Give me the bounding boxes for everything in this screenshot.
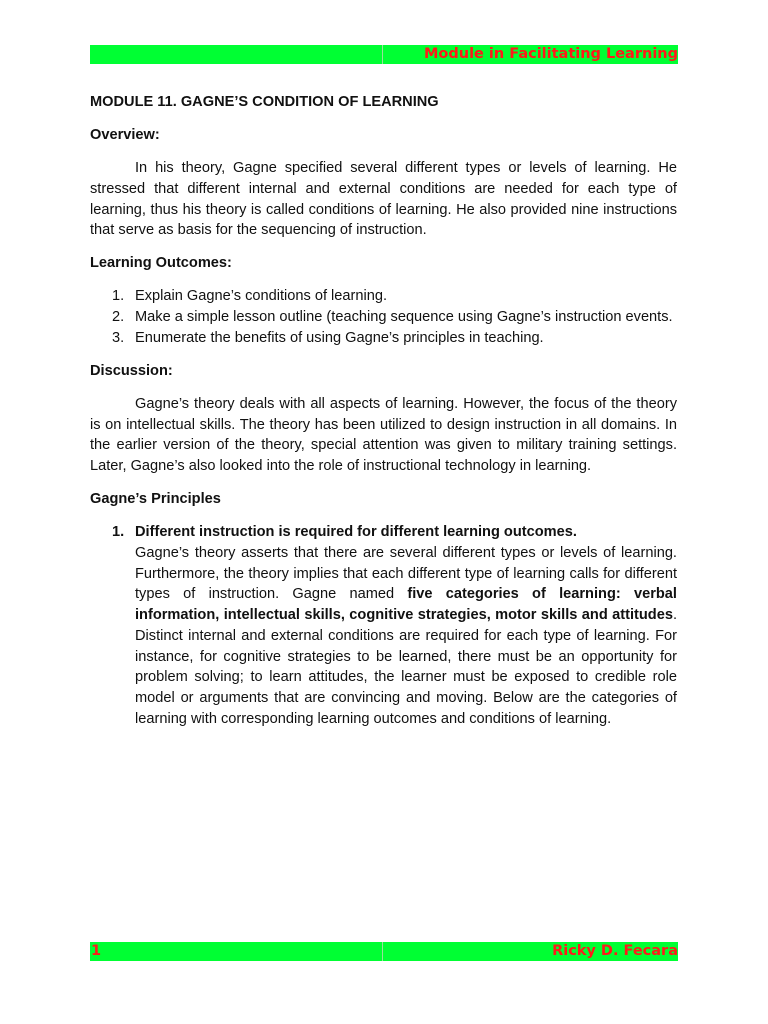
principle-text — [135, 543, 677, 729]
outcomes-list — [90, 286, 677, 348]
discussion-heading: Discussion: — [90, 362, 173, 379]
list-item-number: 1. — [112, 288, 125, 305]
overview-heading: Overview: — [90, 127, 160, 144]
overview-paragraph: In his theory, Gagne specified several different types or levels of learning. He stressed that different internal and external conditions are needed for each type of learning, thus his theory is called conditions of learning. He also provided nine instructions that serve as basis for the sequencing of instruction. — [90, 160, 677, 239]
principle-number: 1. — [112, 524, 125, 541]
list-item — [90, 328, 677, 349]
discussion-paragraph: Gagne’s theory deals with all aspects of learning. However, the focus of the theory is on intellectual skills. The theory has been utilized to design instruction in all domains. In the earlier version of the theory, special attention was given to military training settings. Later, Gagne’s also looked into the role of instructional technology in learning. — [90, 396, 677, 475]
list-item — [90, 307, 677, 328]
header-title: Module in Facilitating Learning — [383, 45, 678, 64]
principle-text-part: . Distinct internal and external conditions are required for each type of learning. For instance, for cognitive strategies to be learned, there must be an opportunity for problem solving; to learn attitudes, the learner must be exposed to credible role model or arguments that are convincing and moving. Below are the categories of learning with corresponding learning outcomes and conditions of learning. — [135, 607, 677, 727]
page-number: 1 — [90, 942, 383, 961]
document-body — [90, 92, 677, 729]
footer-author: Ricky D. Fecara — [383, 942, 678, 961]
list-item-text: Explain Gagne’s conditions of learning. — [135, 288, 388, 305]
list-item-number: 3. — [112, 329, 125, 346]
principle-categories-emphasis: five categories of learning: verbal information, intellectual skills, cognitive strategies, motor skills and attitudes — [135, 586, 677, 624]
outcomes-heading: Learning Outcomes: — [90, 255, 232, 272]
principles-heading: Gagne’s Principles — [90, 491, 221, 508]
principle-text-part: Gagne’s theory asserts that there are several different types or levels of learning. Furthermore, the theory implies that each different type of learning calls for different types of instruction. Gagne named — [135, 545, 677, 603]
principle-item — [90, 522, 677, 729]
principle-title: Different instruction is required for different learning outcomes. — [135, 524, 577, 541]
header-band-left — [90, 45, 383, 64]
list-item-text: Make a simple lesson outline (teaching sequence using Gagne’s instruction events. — [135, 309, 673, 326]
header-band — [90, 45, 678, 64]
list-item — [90, 286, 677, 307]
list-item-number: 2. — [112, 309, 125, 326]
module-title: MODULE 11. GAGNE’S CONDITION OF LEARNING — [90, 94, 439, 110]
list-item-text: Enumerate the benefits of using Gagne’s principles in teaching. — [135, 329, 544, 346]
footer-band — [90, 942, 678, 961]
